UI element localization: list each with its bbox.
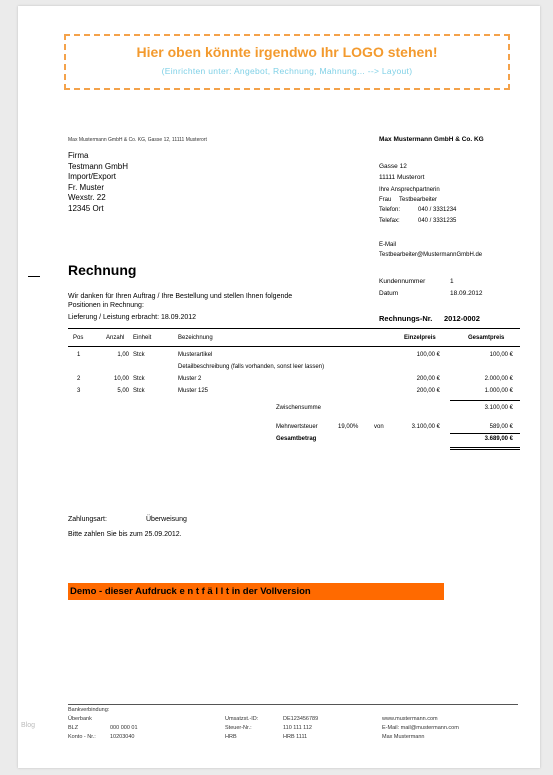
footer-text: HRB (225, 734, 237, 740)
contact-name: Testbearbeiter (399, 197, 438, 203)
logo-text: Hier oben könnte irgendwo Ihr LOGO stehen! (136, 44, 438, 60)
fold-mark (28, 276, 40, 277)
table-header-rule (68, 346, 520, 347)
recipient-line: Fr. Muster (68, 182, 105, 192)
vat-amount: 589,00 € (489, 424, 513, 430)
company-street: Gasse 12 (379, 163, 407, 170)
customer-no: 1 (450, 278, 454, 285)
delivery-text: Lieferung / Leistung erbracht: 18.09.2012 (68, 314, 197, 321)
intro-text-line2: Positionen in Rechnung: (68, 302, 144, 309)
recipient-line: 12345 Ort (68, 203, 104, 213)
footer-rule (68, 704, 518, 705)
footer-text (110, 715, 138, 724)
th-price: Einzelpreis (404, 335, 436, 341)
contact-heading: Ihre Ansprechpartnerin (379, 187, 440, 193)
customer-no-label: Kundennummer (379, 278, 426, 285)
recipient-line: Wexstr. 22 (68, 193, 106, 202)
footer-text: 000 000 01 (110, 725, 138, 731)
th-pos: Pos (73, 335, 84, 341)
footer-text: E-Mail: mail@mustermann.com (382, 725, 459, 731)
subtotal-rule (450, 400, 520, 401)
watermark-text: Blog (21, 722, 36, 729)
footer-text (225, 706, 258, 715)
vat-rate: 19,00% (338, 424, 359, 430)
footer-col-tax-values (283, 706, 318, 742)
grand-top-rule (450, 433, 520, 434)
logo-hint: (Einrichten unter: Angebot, Rechnung, Mahnung... --> Layout) (161, 66, 413, 76)
footer-text: Konto - Nr.: (68, 734, 96, 740)
footer-text (283, 706, 318, 715)
fax-value: 040 / 3331235 (418, 218, 457, 224)
vat-of: von (374, 424, 384, 430)
cell-unit: Stck (133, 352, 145, 358)
cell-price: 100,00 € (416, 352, 440, 358)
recipient-address (68, 151, 128, 214)
cell-detail: Detailbeschreibung (falls vorhanden, sonst leer lassen) (178, 364, 325, 370)
recipient-line: Import/Export (68, 172, 117, 181)
phone-value: 040 / 3331234 (418, 207, 457, 213)
th-qty: Anzahl (106, 335, 125, 341)
logo-placeholder (64, 34, 510, 90)
date-label: Datum (379, 290, 399, 297)
th-total: Gesamtpreis (468, 335, 505, 341)
footer-text (110, 706, 138, 715)
footer-text: BLZ (68, 725, 79, 731)
sender-line: Max Mustermann GmbH & Co. KG, Gasse 12, 11111 Musterort (68, 137, 207, 143)
invoice-page (18, 6, 540, 768)
demo-banner (68, 583, 444, 600)
intro-text-line1: Wir danken für Ihren Auftrag / Ihre Bestellung und stellen Ihnen folgende (68, 293, 293, 300)
footer-text: 110 111 112 (283, 725, 312, 731)
cell-total: 100,00 € (489, 352, 513, 358)
subtotal-label: Zwischensumme (276, 405, 322, 411)
cell-total: 1.000,00 € (484, 388, 513, 394)
contact-label: Frau (379, 197, 392, 203)
company-city: 11111 Musterort (379, 174, 425, 181)
cell-unit: Stck (133, 376, 145, 382)
demo-banner-text: Demo - dieser Aufdruck e n t f ä l l t in der Vollversion (70, 586, 311, 597)
footer-text (382, 706, 459, 715)
cell-price: 200,00 € (416, 376, 440, 382)
footer-col-bank (68, 706, 109, 742)
cell-price: 200,00 € (416, 388, 440, 394)
footer-text: Umsatzst.-ID: (225, 716, 259, 722)
footer-col-tax (225, 706, 258, 742)
cell-desc: Musterartikel (178, 352, 213, 358)
footer-text: DE123456789 (283, 716, 319, 722)
cell-desc: Muster 125 (178, 388, 209, 394)
payment-label: Zahlungsart: (68, 516, 107, 523)
email-value: Testbearbeiter@MustermannGmbH.de (379, 252, 483, 258)
cell-pos: 1 (77, 352, 81, 358)
footer-text: Max Mustermann (382, 734, 425, 740)
phone-label: Telefon: (379, 207, 401, 213)
vat-label: Mehrwertsteuer (276, 424, 318, 430)
th-desc: Bezeichnung (178, 335, 213, 341)
footer-col-contact (382, 706, 459, 742)
cell-desc: Muster 2 (178, 376, 202, 382)
recipient-line: Testmann GmbH (68, 161, 129, 171)
company-name: Max Mustermann GmbH & Co. KG (379, 136, 484, 143)
subtotal-value: 3.100,00 € (484, 405, 513, 411)
cell-unit: Stck (133, 388, 145, 394)
th-unit: Einheit (133, 335, 152, 341)
invoice-no-label: Rechnungs-Nr. (379, 314, 433, 323)
footer-text: Überbank (68, 716, 92, 722)
cell-total: 2.000,00 € (484, 376, 513, 382)
recipient-line: Firma (68, 151, 89, 160)
table-top-rule (68, 328, 520, 329)
vat-base: 3.100,00 € (411, 424, 440, 430)
date-value: 18.09.2012 (450, 290, 483, 297)
invoice-no: 2012-0002 (444, 314, 480, 323)
grand-double-rule-2 (450, 449, 520, 450)
footer-text: www.mustermann.com (382, 716, 438, 722)
email-label: E-Mail (379, 242, 397, 248)
footer-text: HRB 1111 (283, 734, 308, 740)
cell-qty: 1,00 (117, 352, 129, 358)
grand-total-value: 3.689,00 € (484, 436, 513, 442)
cell-qty: 5,00 (117, 388, 129, 394)
footer-col-bank-values (110, 706, 138, 742)
cell-qty: 10,00 (113, 376, 129, 382)
footer-text: 10203040 (110, 734, 135, 740)
footer-text: Bankverbindung: (68, 707, 110, 713)
grand-double-rule-1 (450, 447, 520, 448)
payment-note: Bitte zahlen Sie bis zum 25.09.2012. (68, 531, 182, 538)
document-title: Rechnung (68, 262, 137, 278)
payment-value: Überweisung (146, 516, 187, 523)
grand-total-label: Gesamtbetrag (276, 436, 317, 442)
footer-text: Steuer-Nr.: (225, 725, 252, 731)
cell-pos: 2 (77, 376, 81, 382)
cell-pos: 3 (77, 388, 81, 394)
fax-label: Telefax: (379, 218, 400, 224)
